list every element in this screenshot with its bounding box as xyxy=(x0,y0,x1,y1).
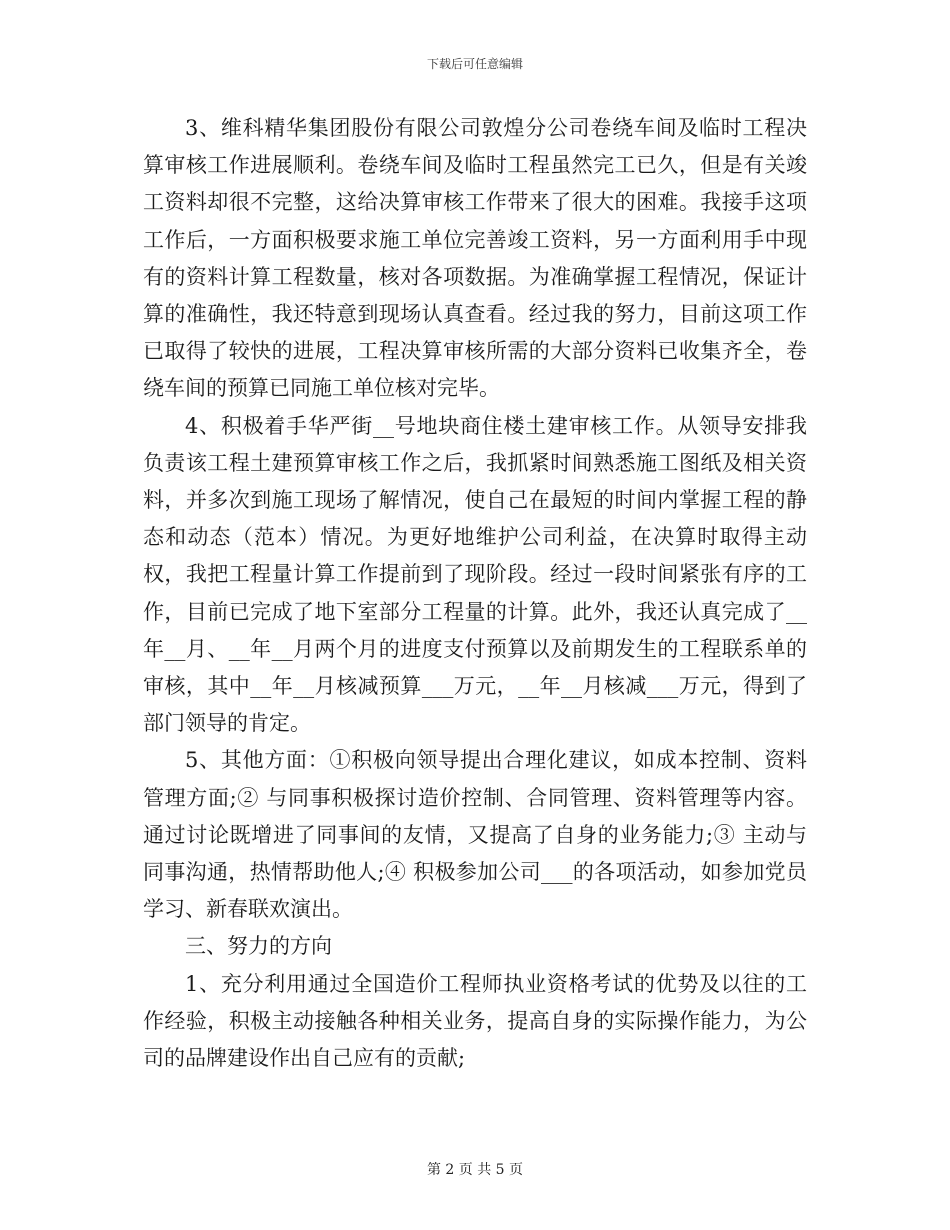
paragraph-item-4: 4、积极着手华严街__号地块商住楼土建审核工作。从领导安排我负责该工程土建预算审核工作之后，我抓紧时间熟悉施工图纸及相关资料，并多次到施工现场了解情况，使自己在最短的时间内掌握工程的静态和动态（范本）情况。为更好地维护公司利益，在决算时取得主动权，我把工程量计算工作提前到了现阶段。经过一段时间紧张有序的工作，目前已完成了地下室部分工程量的计算。此外，我还认真完成了__年__月、__年__月两个月的进度支付预算以及前期发生的工程联系单的审核，其中__年__月核减预算___万元，__年__月核减___万元，得到了部门领导的肯定。 xyxy=(143,413,807,736)
page-header-note: 下载后可任意编辑 xyxy=(426,57,523,71)
paragraph-item-3: 3、维科精华集团股份有限公司敦煌分公司卷绕车间及临时工程决算审核工作进展顺利。卷绕车间及临时工程虽然完工已久，但是有关竣工资料却很不完整，这给决算审核工作带来了很大的困难。我接手这项工作后，一方面积极要求施工单位完善竣工资料，另一方面利用手中现有的资料计算工程数量，核对各项数据。为准确掌握工程情况，保证计算的准确性，我还特意到现场认真查看。经过我的努力，目前这项工作已取得了较快的进展，工程决算审核所需的大部分资料已收集齐全，卷绕车间的预算已同施工单位核对完毕。 xyxy=(143,116,807,401)
section-heading-direction: 三、努力的方向 xyxy=(185,934,332,959)
document-body xyxy=(143,110,807,1077)
page-number: 第 2 页 共 5 页 xyxy=(426,1162,524,1178)
paragraph-item-5: 5、其他方面：①积极向领导提出合理化建议，如成本控制、资料管理方面;② 与同事积极探讨造价控制、合同管理、资料管理等内容。通过讨论既增进了同事间的友情，又提高了自身的业务能力;③ 主动与同事沟通，热情帮助他人;④ 积极参加公司___的各项活动，如参加党员学习、新春联欢演出。 xyxy=(143,748,807,922)
paragraph-direction-1: 1、充分利用通过全国造价工程师执业资格考试的优势及以往的工作经验，积极主动接触各种相关业务，提高自身的实际操作能力，为公司的品牌建设作出自己应有的贡献; xyxy=(143,971,807,1071)
